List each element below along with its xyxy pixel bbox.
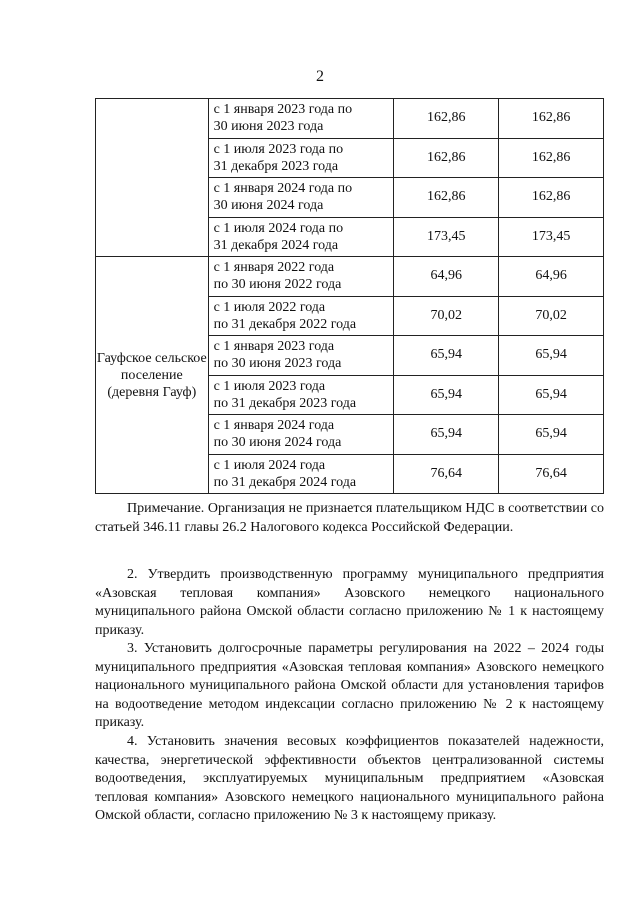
period-cell: [208, 178, 394, 218]
tariff-value-cell: 173,45: [394, 217, 499, 257]
period-line: по 31 декабря 2022 года: [213, 316, 357, 332]
period-line: с 1 июля 2023 года по: [213, 141, 344, 157]
tariff-value-cell: 76,64: [499, 454, 604, 494]
tariff-value-cell: 173,45: [499, 217, 604, 257]
period-line: с 1 июля 2024 года: [213, 457, 326, 473]
period-cell: [208, 336, 394, 376]
period-line: 30 июня 2024 года: [213, 198, 324, 214]
tariff-value-cell: 162,86: [499, 99, 604, 139]
period-line: по 31 декабря 2023 года: [213, 395, 357, 411]
period-cell: [208, 138, 394, 178]
period-cell: [208, 99, 394, 139]
settlement-cell: Гауфское сельское поселение (деревня Гауф): [96, 257, 209, 494]
period-cell: [208, 375, 394, 415]
tariff-value-cell: 70,02: [394, 296, 499, 336]
period-line: с 1 января 2024 года по: [213, 181, 353, 197]
period-line: с 1 января 2023 года: [213, 339, 335, 355]
period-line: по 30 июня 2024 года: [213, 435, 342, 451]
settlement-cell: [96, 99, 209, 257]
page-number: 2: [316, 68, 324, 85]
tariff-value-cell: 162,86: [499, 138, 604, 178]
period-line: 31 декабря 2024 года: [213, 237, 339, 253]
tariff-value-cell: 65,94: [394, 375, 499, 415]
paragraph-3: 3. Установить долгосрочные параметры регулирования на 2022 – 2024 годы муниципального предприятия «Азовская тепловая компания» Азовского немецкого национального муниципального района Омской области для установления тарифов на водоотведение методом индексации согласно приложению № 2 к настоящему приказу.: [95, 641, 604, 730]
tariff-value-cell: 162,86: [394, 138, 499, 178]
tariff-value-cell: 65,94: [499, 375, 604, 415]
period-line: по 30 июня 2022 года: [213, 277, 342, 293]
period-cell: [208, 257, 394, 297]
period-line: с 1 января 2022 года: [213, 260, 335, 276]
tariff-value-cell: 65,94: [394, 336, 499, 376]
period-line: с 1 января 2024 года: [213, 418, 335, 434]
period-line: 30 июня 2023 года: [213, 119, 324, 135]
note: Примечание. Организация не признается плательщиком НДС в соответствии со статьей 346.11 главы 26.2 Налогового кодекса Российской Федерации.: [95, 501, 604, 535]
period-line: с 1 января 2023 года по: [213, 102, 353, 118]
period-cell: [208, 454, 394, 494]
table-row: [96, 99, 604, 139]
period-line: с 1 июля 2024 года по: [213, 220, 344, 236]
tariff-value-cell: 76,64: [394, 454, 499, 494]
period-line: с 1 июля 2023 года: [213, 378, 326, 394]
table-row: [96, 257, 604, 297]
tariff-value-cell: 70,02: [499, 296, 604, 336]
period-cell: [208, 217, 394, 257]
tariff-value-cell: 65,94: [499, 415, 604, 455]
period-line: 31 декабря 2023 года: [213, 158, 339, 174]
tariff-table: [95, 98, 604, 494]
tariff-value-cell: 65,94: [394, 415, 499, 455]
period-line: с 1 июля 2022 года: [213, 299, 326, 315]
tariff-value-cell: 64,96: [499, 257, 604, 297]
period-line: по 31 декабря 2024 года: [213, 474, 357, 490]
period-cell: [208, 296, 394, 336]
tariff-value-cell: 65,94: [499, 336, 604, 376]
tariff-value-cell: 162,86: [394, 99, 499, 139]
tariff-value-cell: 162,86: [394, 178, 499, 218]
tariff-value-cell: 162,86: [499, 178, 604, 218]
period-cell: [208, 415, 394, 455]
paragraph-4: 4. Установить значения весовых коэффициентов показателей надежности, качества, энергетической эффективности объектов централизованной системы водоотведения, эксплуатируемых муниципальным предприятием «Азовская тепловая компания» Азовского немецкого национального муниципального района Омской области, согласно приложению № 3 к настоящему приказу.: [95, 734, 604, 823]
paragraph-2: 2. Утвердить производственную программу муниципального предприятия «Азовская тепловая компания» Азовского немецкого национального муниципального района Омской области согласно приложению № 1 к настоящему приказу.: [95, 567, 604, 638]
period-line: по 30 июня 2023 года: [213, 356, 342, 372]
tariff-value-cell: 64,96: [394, 257, 499, 297]
